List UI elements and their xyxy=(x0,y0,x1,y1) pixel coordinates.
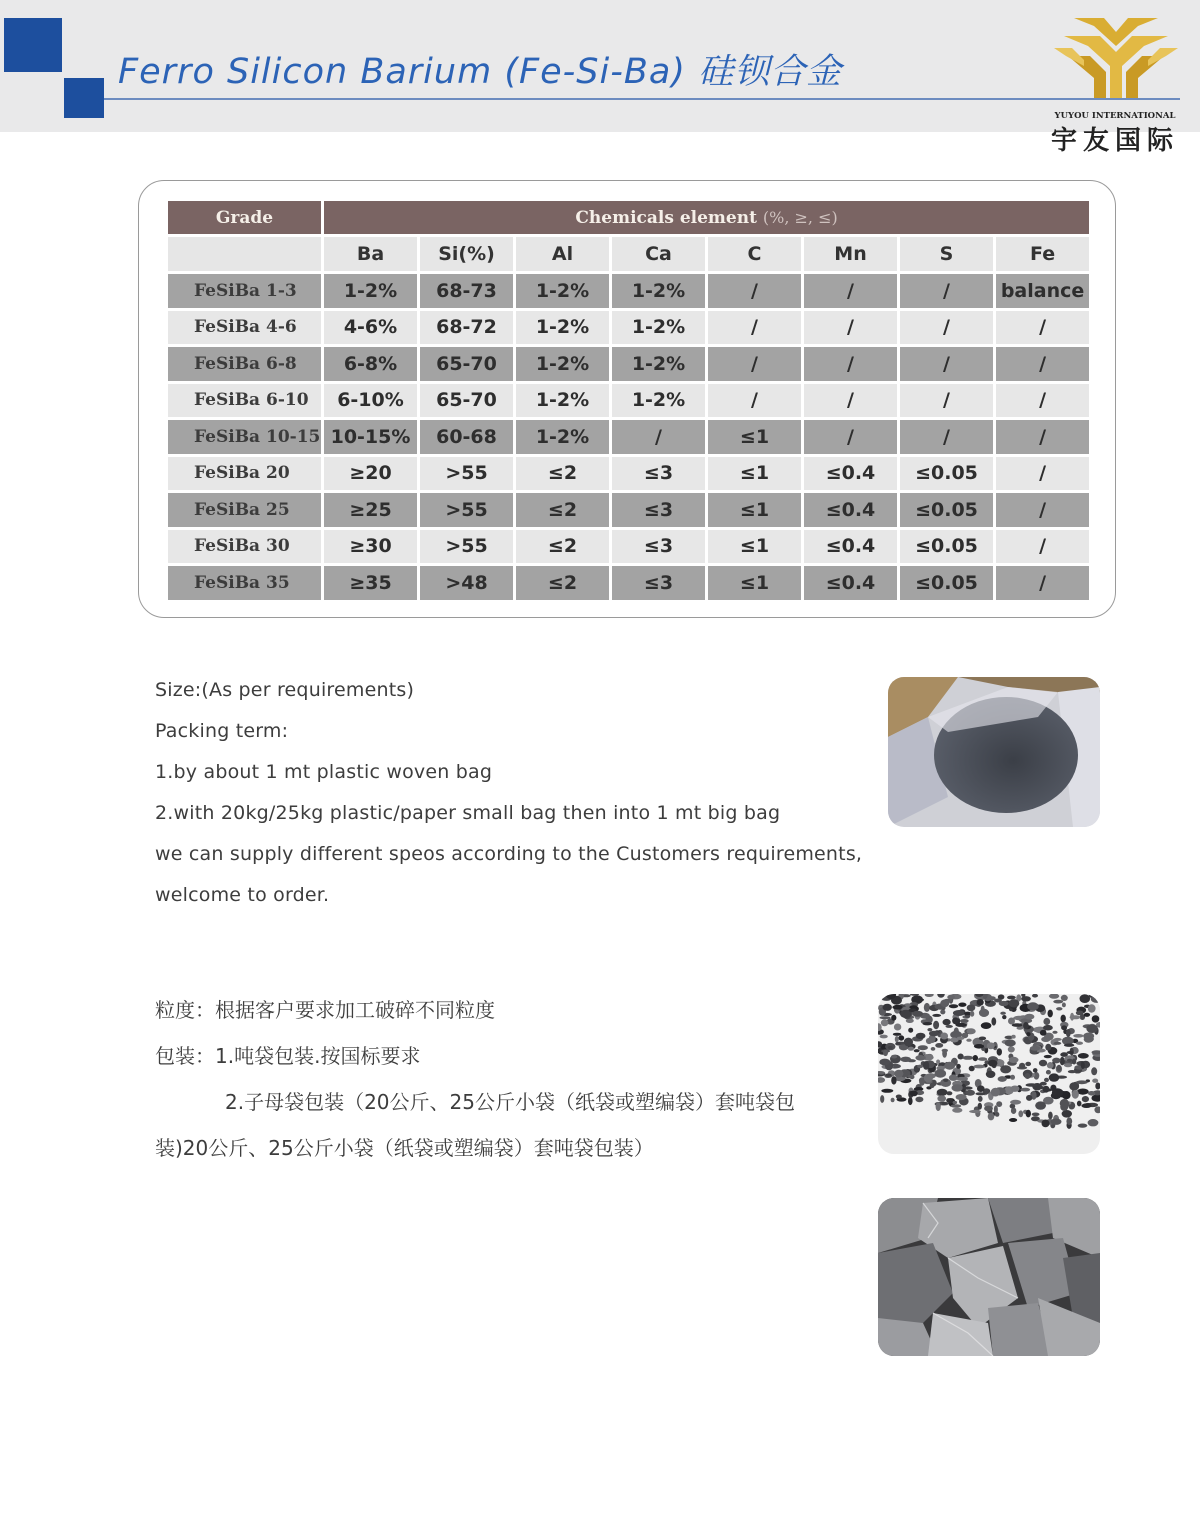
table-row xyxy=(168,493,1089,527)
value-cell: ≤0.05 xyxy=(900,530,993,564)
value-cell: 1-2% xyxy=(612,384,705,418)
column-header-mn: Mn xyxy=(804,237,897,271)
value-cell: 65-70 xyxy=(420,384,513,418)
value-cell: / xyxy=(708,384,801,418)
table-row xyxy=(168,274,1089,308)
value-cell: / xyxy=(708,274,801,308)
column-header-si: Si(%) xyxy=(420,237,513,271)
value-cell: ≥25 xyxy=(324,493,417,527)
spec-table xyxy=(165,198,1092,603)
value-cell: 10-15% xyxy=(324,420,417,454)
lumps-photo xyxy=(878,1198,1100,1356)
value-cell: ≤2 xyxy=(516,530,609,564)
value-cell: balance xyxy=(996,274,1089,308)
column-header-s: S xyxy=(900,237,993,271)
column-header-al: Al xyxy=(516,237,609,271)
chemicals-header xyxy=(324,201,1089,234)
value-cell: ≤1 xyxy=(708,530,801,564)
value-cell: ≤3 xyxy=(612,493,705,527)
value-cell: 4-6% xyxy=(324,311,417,345)
table-row xyxy=(168,530,1089,564)
value-cell: 1-2% xyxy=(516,274,609,308)
value-cell: ≤0.05 xyxy=(900,457,993,491)
grade-cell: FeSiBa 6-8 xyxy=(168,347,321,381)
value-cell: / xyxy=(996,566,1089,600)
english-line: we can supply different speos according to the Customers requirements, xyxy=(155,843,863,865)
chinese-description xyxy=(155,991,895,1175)
value-cell: ≤0.05 xyxy=(900,566,993,600)
value-cell: ≤3 xyxy=(612,530,705,564)
english-line: Packing term: xyxy=(155,720,289,742)
value-cell: ≤2 xyxy=(516,457,609,491)
grade-cell: FeSiBa 25 xyxy=(168,493,321,527)
page-title: Ferro Silicon Barium (Fe-Si-Ba) 硅钡合金 xyxy=(118,52,843,92)
value-cell: / xyxy=(804,274,897,308)
chemicals-header-unit: (%, ≥, ≤) xyxy=(762,207,838,227)
value-cell: 60-68 xyxy=(420,420,513,454)
table-row xyxy=(168,457,1089,491)
zh-packing-line: 包装：1.吨袋包装.按国标要求 xyxy=(155,1044,421,1068)
value-cell: / xyxy=(996,384,1089,418)
header-band xyxy=(0,0,1200,132)
value-cell: / xyxy=(900,384,993,418)
value-cell: 68-73 xyxy=(420,274,513,308)
element-header-row xyxy=(168,237,1089,271)
grade-cell: FeSiBa 1-3 xyxy=(168,274,321,308)
value-cell: ≤0.4 xyxy=(804,457,897,491)
grade-cell: FeSiBa 6-10 xyxy=(168,384,321,418)
grade-cell: FeSiBa 20 xyxy=(168,457,321,491)
grade-cell: FeSiBa 4-6 xyxy=(168,311,321,345)
value-cell: ≤0.4 xyxy=(804,493,897,527)
empty-header-cell xyxy=(168,237,321,271)
english-description xyxy=(155,674,915,920)
table-row xyxy=(168,311,1089,345)
value-cell: 1-2% xyxy=(516,420,609,454)
brand-square-small xyxy=(64,78,104,118)
brand-square-large xyxy=(4,18,62,72)
logo-english-text: YUYOU INTERNATIONAL xyxy=(1054,111,1176,121)
company-logo xyxy=(1040,8,1190,156)
column-header-c: C xyxy=(708,237,801,271)
value-cell: ≤3 xyxy=(612,457,705,491)
header-rule xyxy=(104,98,1180,100)
value-cell: 1-2% xyxy=(516,384,609,418)
english-line: Size:(As per requirements) xyxy=(155,679,415,701)
value-cell: ≤2 xyxy=(516,493,609,527)
value-cell: 1-2% xyxy=(612,311,705,345)
value-cell: / xyxy=(996,347,1089,381)
value-cell: / xyxy=(996,530,1089,564)
logo-chinese-text: 宇友国际 xyxy=(1050,126,1179,156)
value-cell: >55 xyxy=(420,457,513,491)
value-cell: ≤1 xyxy=(708,493,801,527)
value-cell: 65-70 xyxy=(420,347,513,381)
table-row xyxy=(168,347,1089,381)
value-cell: / xyxy=(996,420,1089,454)
value-cell: / xyxy=(804,347,897,381)
zh-packing-line-3: 装)20公斤、25公斤小袋（纸袋或塑编袋）套吨袋包装） xyxy=(155,1136,654,1160)
value-cell: 6-10% xyxy=(324,384,417,418)
zh-size-line: 粒度：根据客户要求加工破碎不同粒度 xyxy=(155,998,495,1022)
value-cell: / xyxy=(804,384,897,418)
value-cell: 1-2% xyxy=(612,347,705,381)
english-line: 2.with 20kg/25kg plastic/paper small bag then into 1 mt big bag xyxy=(155,802,781,824)
english-line: welcome to order. xyxy=(155,884,330,906)
value-cell: >55 xyxy=(420,530,513,564)
grade-header: Grade xyxy=(168,201,321,234)
value-cell: ≥35 xyxy=(324,566,417,600)
value-cell: / xyxy=(900,274,993,308)
powder-in-bag-photo xyxy=(888,677,1100,827)
table-header-row xyxy=(168,201,1089,234)
value-cell: ≤0.4 xyxy=(804,566,897,600)
value-cell: 1-2% xyxy=(612,274,705,308)
value-cell: 1-2% xyxy=(516,311,609,345)
english-line: 1.by about 1 mt plastic woven bag xyxy=(155,761,493,783)
value-cell: ≤1 xyxy=(708,457,801,491)
granules-photo xyxy=(878,994,1100,1154)
value-cell: / xyxy=(996,493,1089,527)
value-cell: 68-72 xyxy=(420,311,513,345)
value-cell: ≤2 xyxy=(516,566,609,600)
value-cell: 1-2% xyxy=(516,347,609,381)
value-cell: ≤0.05 xyxy=(900,493,993,527)
grade-cell: FeSiBa 10-15 xyxy=(168,420,321,454)
logo-mark-icon xyxy=(1054,8,1178,102)
grade-cell: FeSiBa 30 xyxy=(168,530,321,564)
column-header-ba: Ba xyxy=(324,237,417,271)
value-cell: / xyxy=(804,420,897,454)
column-header-ca: Ca xyxy=(612,237,705,271)
table-row xyxy=(168,384,1089,418)
value-cell: >48 xyxy=(420,566,513,600)
value-cell: / xyxy=(996,457,1089,491)
value-cell: ≤3 xyxy=(612,566,705,600)
chemicals-header-label: Chemicals element xyxy=(575,207,757,228)
value-cell: ≤1 xyxy=(708,566,801,600)
value-cell: / xyxy=(708,311,801,345)
value-cell: / xyxy=(900,311,993,345)
table-row xyxy=(168,420,1089,454)
table-row xyxy=(168,566,1089,600)
grade-cell: FeSiBa 35 xyxy=(168,566,321,600)
value-cell: ≤0.4 xyxy=(804,530,897,564)
column-header-fe: Fe xyxy=(996,237,1089,271)
value-cell: / xyxy=(900,420,993,454)
value-cell: 6-8% xyxy=(324,347,417,381)
value-cell: / xyxy=(708,347,801,381)
zh-packing-line-2: 2.子母袋包装（20公斤、25公斤小袋（纸袋或塑编袋）套吨袋包 xyxy=(225,1090,795,1114)
value-cell: ≥20 xyxy=(324,457,417,491)
value-cell: / xyxy=(612,420,705,454)
value-cell: / xyxy=(996,311,1089,345)
value-cell: / xyxy=(900,347,993,381)
value-cell: 1-2% xyxy=(324,274,417,308)
value-cell: / xyxy=(804,311,897,345)
value-cell: ≤1 xyxy=(708,420,801,454)
value-cell: >55 xyxy=(420,493,513,527)
value-cell: ≥30 xyxy=(324,530,417,564)
